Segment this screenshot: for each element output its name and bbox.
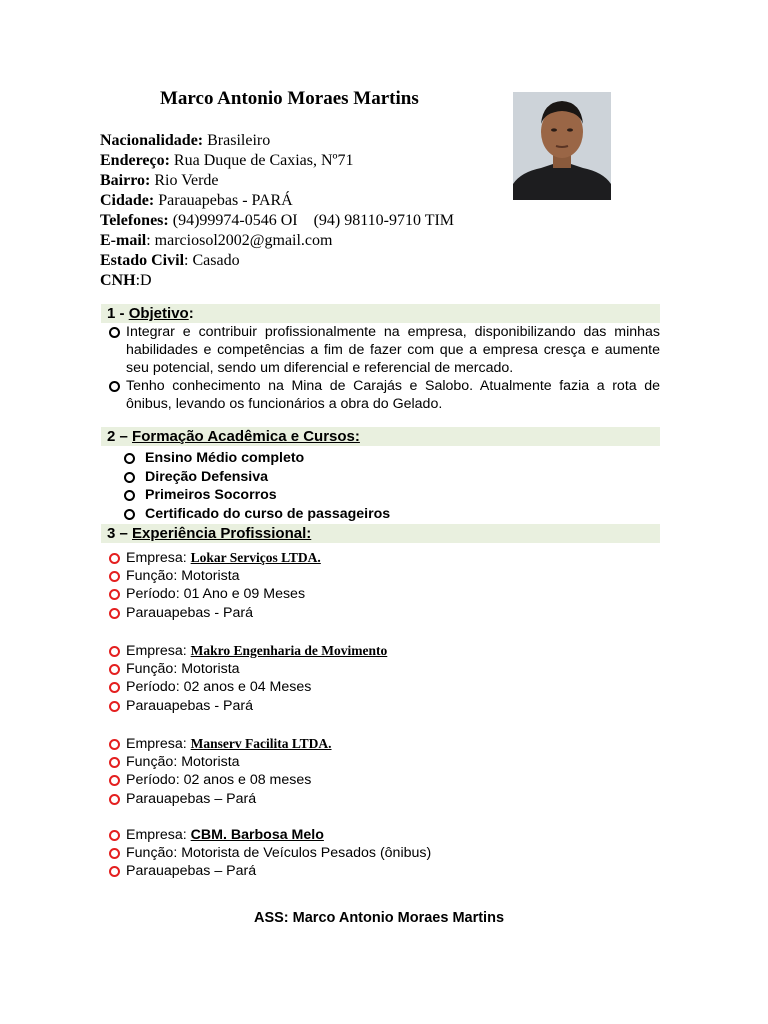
info-row-city xyxy=(100,191,454,211)
info-row-email xyxy=(100,231,454,251)
objective-list xyxy=(108,323,660,413)
objective-text: Tenho conhecimento na Mina de Carajás e Salobo. Atualmente fazia a rota de ônibus, levando os funcionários a obra do Gelado. xyxy=(126,378,660,412)
info-value: Rio Verde xyxy=(150,172,219,189)
courses-list xyxy=(124,449,390,524)
job-company-line xyxy=(108,549,321,567)
info-key: Nacionalidade: xyxy=(100,132,204,149)
job-detail: Parauapebas - Pará xyxy=(126,604,253,621)
bullet-icon xyxy=(109,830,120,841)
job-detail-line xyxy=(108,604,321,622)
section-experience-header xyxy=(101,524,660,543)
company-name: Lokar Serviços LTDA. xyxy=(190,550,321,565)
bullet-icon xyxy=(124,472,135,483)
info-value: : marciosol2002@gmail.com xyxy=(146,232,333,249)
section-title: Objetivo xyxy=(128,305,189,322)
job-detail: Período: 01 Ano e 09 Meses xyxy=(126,586,306,603)
job-detail: Parauapebas – Pará xyxy=(126,790,257,807)
section-education-header xyxy=(101,427,660,446)
info-key: Bairro: xyxy=(100,172,151,189)
job-detail-line xyxy=(108,753,332,771)
job-company-line xyxy=(108,642,387,660)
objective-text: Integrar e contribuir profissionalmente na empresa, disponibilizando das minhas habilidades e competências a fim de fazer com que a empresa cresça e aumente seu potencial, sendo um diferencial e referencial de mercado. xyxy=(126,324,660,376)
bullet-icon xyxy=(109,589,120,600)
job-detail-line xyxy=(108,862,431,880)
job-detail: Função: Motorista xyxy=(126,661,240,678)
info-row-nationality xyxy=(100,131,454,151)
info-value: Parauapebas - PARÁ xyxy=(154,192,293,209)
bullet-icon xyxy=(109,608,120,619)
objective-item xyxy=(108,377,660,413)
job-detail-line xyxy=(108,567,321,585)
info-value: Rua Duque de Caxias, Nº71 xyxy=(169,152,354,169)
section-title: Experiência Profissional: xyxy=(132,525,312,542)
info-key: Estado Civil xyxy=(100,252,185,269)
job-detail-line xyxy=(108,844,431,862)
info-row-neighborhood xyxy=(100,171,454,191)
info-row-address xyxy=(100,151,454,171)
bullet-icon xyxy=(109,848,120,859)
company-name: CBM. Barbosa Melo xyxy=(190,827,324,843)
info-value: : Casado xyxy=(184,252,240,269)
bullet-icon xyxy=(109,739,120,750)
section-suffix: : xyxy=(188,305,194,322)
section-number: 3 – xyxy=(107,525,133,542)
job-detail: Função: Motorista de Veículos Pesados (ônibus) xyxy=(126,845,432,862)
company-label: Empresa: xyxy=(126,550,191,566)
bullet-icon xyxy=(109,381,120,392)
job-company-line xyxy=(108,826,431,844)
job-detail: Função: Motorista xyxy=(126,754,240,771)
job-detail: Parauapebas – Pará xyxy=(126,863,257,880)
section-objective-header xyxy=(101,304,660,323)
job-company-line xyxy=(108,735,332,753)
company-label: Empresa: xyxy=(126,827,191,843)
info-row-phones xyxy=(100,211,454,231)
candidate-name: Marco Antonio Moraes Martins xyxy=(160,88,419,109)
job-entry xyxy=(108,549,321,622)
signature-line: ASS: Marco Antonio Moraes Martins xyxy=(253,910,505,926)
course-item xyxy=(124,449,390,468)
course-text: Ensino Médio completo xyxy=(145,450,305,466)
info-value: :D xyxy=(135,272,152,289)
job-detail-line xyxy=(108,660,387,678)
job-detail: Função: Motorista xyxy=(126,568,240,585)
job-entry xyxy=(108,735,332,808)
info-row-marital-status xyxy=(100,251,454,271)
company-name: Manserv Facilita LTDA. xyxy=(190,736,332,751)
job-entry xyxy=(108,826,431,881)
company-label: Empresa: xyxy=(126,736,191,752)
job-detail: Período: 02 anos e 04 Meses xyxy=(126,679,312,696)
info-key: Telefones: xyxy=(100,212,169,229)
section-number: 1 - xyxy=(107,305,129,322)
bullet-icon xyxy=(109,682,120,693)
section-title: Formação Acadêmica e Cursos: xyxy=(132,428,360,445)
course-item xyxy=(124,468,390,487)
bullet-icon xyxy=(109,646,120,657)
info-key: Cidade: xyxy=(100,192,155,209)
course-text: Direção Defensiva xyxy=(145,468,269,485)
course-text: Certificado do curso de passageiros xyxy=(145,506,391,523)
info-key: Endereço: xyxy=(100,152,170,169)
info-key: CNH xyxy=(100,272,136,289)
bullet-icon xyxy=(109,701,120,712)
company-name: Makro Engenharia de Movimento xyxy=(190,643,388,658)
company-label: Empresa: xyxy=(126,643,191,659)
bullet-icon xyxy=(124,453,135,464)
info-value: Brasileiro xyxy=(203,132,271,149)
bullet-icon xyxy=(109,794,120,805)
bullet-icon xyxy=(109,664,120,675)
bullet-icon xyxy=(109,553,120,564)
bullet-icon xyxy=(124,509,135,520)
personal-info xyxy=(100,131,454,291)
info-value: (94)99974-0546 OI (94) 98110-9710 TIM xyxy=(168,212,455,229)
profile-photo xyxy=(513,92,611,200)
bullet-icon xyxy=(109,757,120,768)
objective-item xyxy=(108,323,660,377)
section-number: 2 – xyxy=(107,428,133,445)
job-detail: Período: 02 anos e 08 meses xyxy=(126,772,312,789)
job-detail-line xyxy=(108,585,321,603)
info-key: E-mail xyxy=(100,232,147,249)
job-detail-line xyxy=(108,771,332,789)
bullet-icon xyxy=(109,866,120,877)
bullet-icon xyxy=(109,775,120,786)
course-item xyxy=(124,486,390,505)
bullet-icon xyxy=(109,327,120,338)
job-detail-line xyxy=(108,678,387,696)
course-item xyxy=(124,505,390,524)
info-row-license xyxy=(100,271,454,291)
job-entry xyxy=(108,642,387,715)
job-detail-line xyxy=(108,790,332,808)
course-text: Primeiros Socorros xyxy=(145,487,277,504)
bullet-icon xyxy=(109,571,120,582)
bullet-icon xyxy=(124,490,135,501)
job-detail: Parauapebas - Pará xyxy=(126,697,253,714)
job-detail-line xyxy=(108,697,387,715)
